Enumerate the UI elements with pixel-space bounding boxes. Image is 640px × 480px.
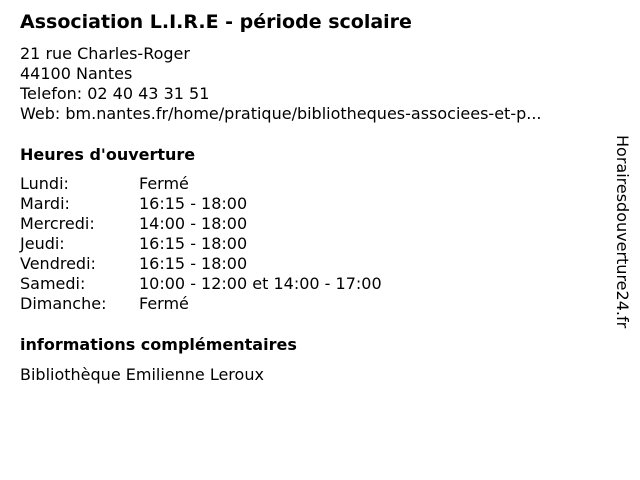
additional-info-text: Bibliothèque Emilienne Leroux xyxy=(20,365,264,384)
hours-row-thursday xyxy=(20,234,382,254)
day-hours: 14:00 - 18:00 xyxy=(139,214,248,233)
day-hours: 16:15 - 18:00 xyxy=(139,194,248,213)
phone-number: Telefon: 02 40 43 31 51 xyxy=(20,84,210,103)
day-hours: 10:00 - 12:00 et 14:00 - 17:00 xyxy=(139,274,382,293)
day-label: Jeudi: xyxy=(20,234,65,253)
opening-hours-table xyxy=(20,174,382,314)
day-label: Mardi: xyxy=(20,194,70,213)
street-address: 21 rue Charles-Roger xyxy=(20,44,190,63)
website-link[interactable]: Web: bm.nantes.fr/home/pratique/bibliotheques-associees-et-p... xyxy=(20,104,542,123)
day-label: Lundi: xyxy=(20,174,69,193)
day-label: Samedi: xyxy=(20,274,86,293)
address-block xyxy=(20,44,542,124)
hours-row-monday xyxy=(20,174,382,194)
hours-row-tuesday xyxy=(20,194,382,214)
day-hours: Fermé xyxy=(139,174,189,193)
opening-hours-heading: Heures d'ouverture xyxy=(20,145,196,164)
hours-row-sunday xyxy=(20,294,382,314)
page-title: Association L.I.R.E - période scolaire xyxy=(20,11,412,33)
day-hours: Fermé xyxy=(139,294,189,313)
day-label: Mercredi: xyxy=(20,214,95,233)
site-brand-vertical: Horairesdouverture24.fr xyxy=(613,135,632,329)
city-address: 44100 Nantes xyxy=(20,64,133,83)
day-hours: 16:15 - 18:00 xyxy=(139,234,248,253)
hours-row-friday xyxy=(20,254,382,274)
day-label: Vendredi: xyxy=(20,254,96,273)
hours-row-wednesday xyxy=(20,214,382,234)
day-hours: 16:15 - 18:00 xyxy=(139,254,248,273)
day-label: Dimanche: xyxy=(20,294,107,313)
hours-row-saturday xyxy=(20,274,382,294)
additional-info-heading: informations complémentaires xyxy=(20,335,297,354)
